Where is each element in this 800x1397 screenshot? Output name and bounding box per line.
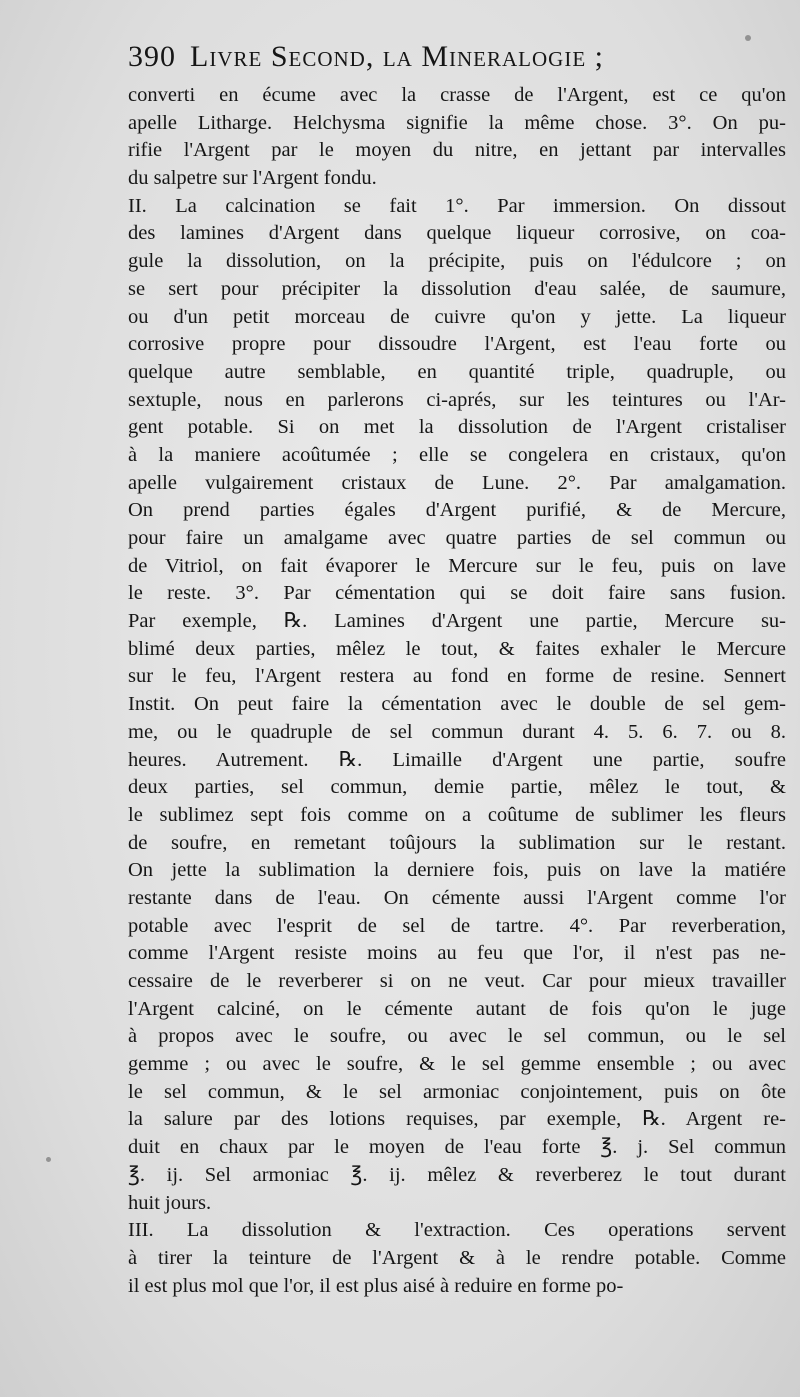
text-line: corrosive propre pour dissoudre l'Argent, est l'eau forte ou [128,333,786,356]
ink-spot [46,1157,51,1162]
body-text [128,82,786,1300]
text-line: restante dans de l'eau. On cémente aussi l'Argent comme l'or [128,886,786,909]
text-line: ou d'un petit morceau de cuivre qu'on y jette. La liqueur [128,305,786,328]
text-line: l'Argent calciné, on le cémente autant de fois qu'on le juge [128,997,786,1020]
text-line: gent potable. Si on met la dissolution de l'Argent cristaliser [128,416,786,439]
text-line: la salure par des lotions requises, par exemple, ℞. Argent re- [128,1108,786,1131]
text-line: le sel commun, & le sel armoniac conjointement, puis on ôte [128,1080,786,1103]
text-line: du salpetre sur l'Argent fondu. [128,167,377,190]
text-line: Par exemple, ℞. Lamines d'Argent une partie, Mercure su- [128,610,786,633]
text-line: cessaire de le reverberer si on ne veut. Car pour mieux travailler [128,970,786,992]
text-line: de soufre, en remetant toûjours la sublimation sur le restant. [128,831,786,854]
text-line: sur le feu, l'Argent restera au fond en forme de resine. Sennert [128,665,786,688]
text-line: gule la dissolution, on la précipite, puis on l'édulcore ; on [128,250,786,273]
text-line: huit jours. [128,1191,212,1214]
text-line: blimé deux parties, mêlez le tout, & faites exhaler le Mercure [128,637,786,660]
page-number: 390 [128,40,176,73]
text-line: rifie l'Argent par le moyen du nitre, en jettant par intervalles [128,139,786,162]
text-line: il est plus mol que l'or, il est plus aisé à reduire en forme po- [128,1274,624,1297]
text-line: apelle vulgairement cristaux de Lune. 2°. Par amalgamation. [128,471,786,494]
text-line: On prend parties égales d'Argent purifié, & de Mercure, [128,499,786,522]
text-line: heures. Autrement. ℞. Limaille d'Argent une partie, soufre [128,748,786,771]
text-line: On jette la sublimation la derniere fois, puis on lave la matiére [128,859,786,882]
text-line: ℥. ij. Sel armoniac ℥. ij. mêlez & reverberez le tout durant [128,1163,786,1186]
text-line: des lamines d'Argent dans quelque liqueur corrosive, on coa- [128,222,786,245]
text-line: II. La calcination se fait 1°. Par immersion. On dissout [128,194,786,217]
text-line: apelle Litharge. Helchysma signifie la même chose. 3°. On pu- [128,111,786,134]
text-line: Instit. On peut faire la cémentation avec le double de sel gem- [128,693,786,716]
text-line: se sert pour précipiter la dissolution d'eau salée, de saumure, [128,277,786,300]
text-line: duit en chaux par le moyen de l'eau forte ℥. j. Sel commun [128,1136,786,1159]
text-line: sextuple, nous en parlerons ci-aprés, sur les teintures ou l'Ar- [128,388,786,411]
text-line: quelque autre semblable, en quantité triple, quadruple, ou [128,360,786,383]
text-line: converti en écume avec la crasse de l'Argent, est ce qu'on [128,84,786,106]
text-line: deux parties, sel commun, demie partie, mêlez le tout, & [128,776,786,799]
text-line: comme l'Argent resiste moins au feu que l'or, il n'est pas ne- [128,942,786,965]
text-line: à tirer la teinture de l'Argent & à le rendre potable. Comme [128,1246,786,1269]
text-line: III. La dissolution & l'extraction. Ces operations servent [128,1219,786,1242]
text-line: de Vitriol, on fait évaporer le Mercure sur le feu, puis on lave [128,554,786,577]
text-line: me, ou le quadruple de sel commun durant 4. 5. 6. 7. ou 8. [128,720,786,743]
text-line: à propos avec le soufre, ou avec le sel commun, ou le sel [128,1025,786,1048]
text-line: potable avec l'esprit de sel de tartre. 4°. Par reverberation, [128,914,786,937]
ink-spot [745,35,751,41]
running-header [128,40,788,74]
text-line: le sublimez sept fois comme on a coûtume de sublimer les fleurs [128,803,786,826]
text-line: gemme ; ou avec le soufre, & le sel gemme ensemble ; ou avec [128,1053,786,1076]
text-line: pour faire un amalgame avec quatre parties de sel commun ou [128,527,786,549]
running-title: Livre Second, la Mineralogie ; [190,40,604,73]
text-line: à la maniere acoûtumée ; elle se congelera en cristaux, qu'on [128,443,786,466]
text-line: le reste. 3°. Par cémentation qui se doit faire sans fusion. [128,582,786,605]
